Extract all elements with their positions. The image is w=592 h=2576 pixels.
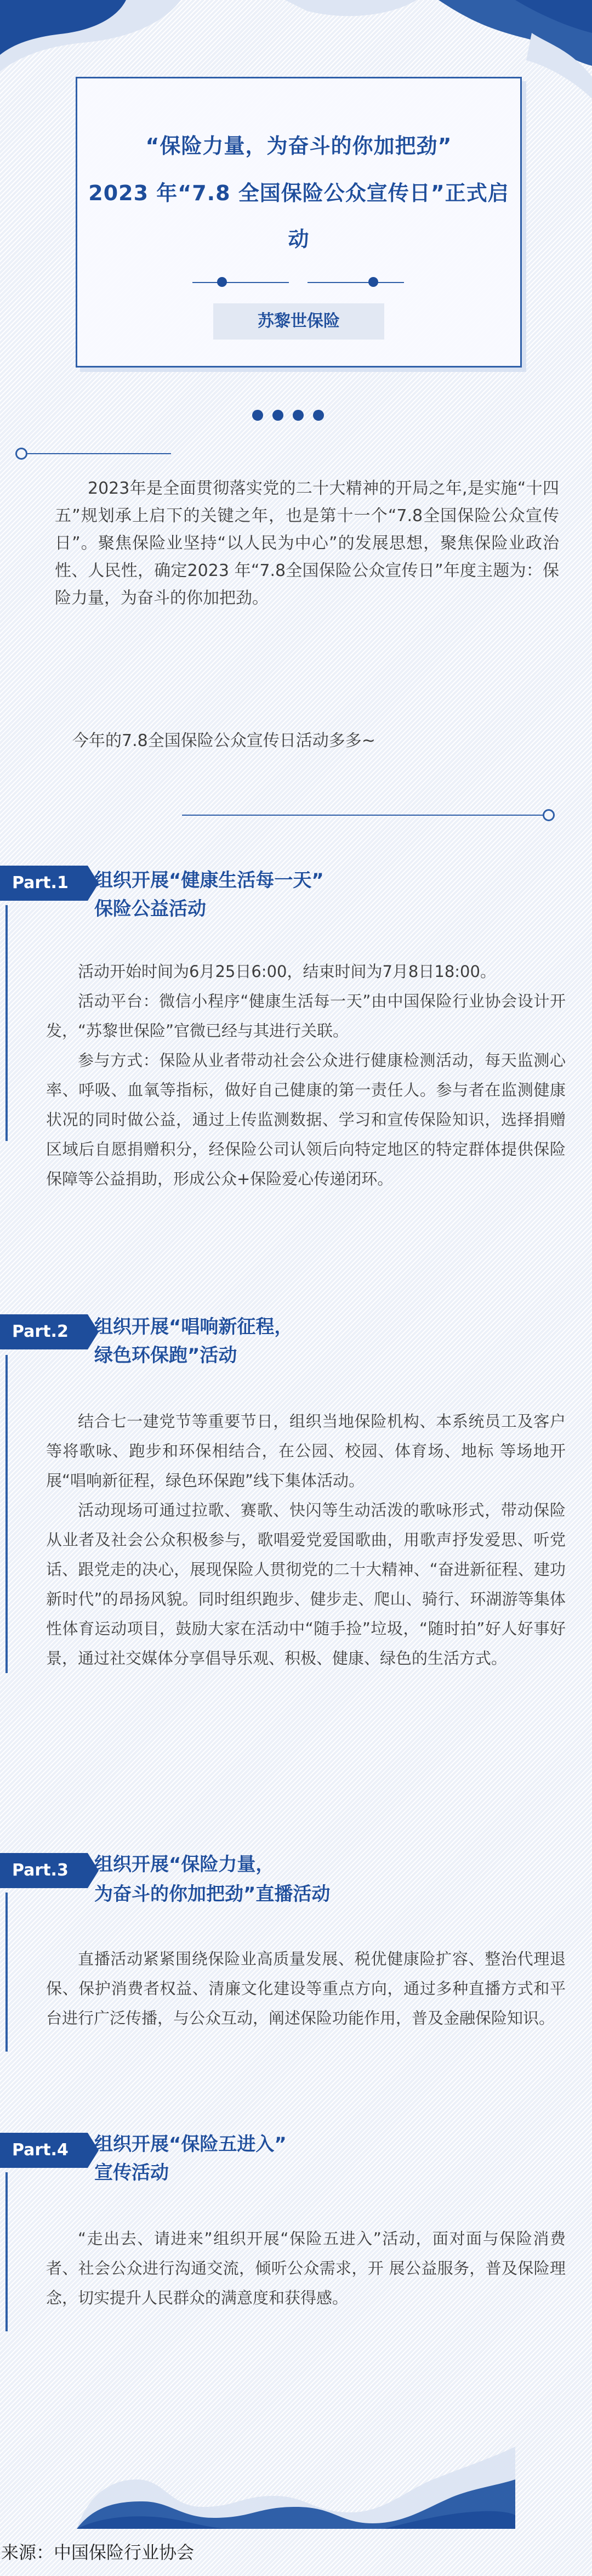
section-dot-4 [313,410,324,421]
part2-title-line2: 绿色环保跑”活动 [94,1345,237,1366]
intro-bottom-line [182,815,544,816]
part2-badge: Part.2 [0,1314,88,1349]
section-dot-1 [252,410,263,421]
part4-title-line1: 组织开展“保险五进入” [94,2133,287,2155]
part1-paragraph-2: 活动平台：微信小程序“健康生活每一天”由中国保险行业协会设计开发，“苏黎世保险”官微已经与其进行关联。 [46,992,566,1040]
intro-bottom-knob [543,809,555,821]
company-name-pill: 苏黎世保险 [213,303,384,340]
part3-badge: Part.3 [0,1853,88,1888]
part4-paragraph-1: “走出去、请进来”组织开展“保险五进入”活动，面对面与保险消费者、社会公众进行沟通交流，倾听公众需求，开 展公益服务，普及保险理念，切实提升人民群众的满意度和获得感。 [46,2229,566,2307]
part2-paragraph-1: 结合七一建党节等重要节日，组织当地保险机构、本系统员工及客户等将歌咏、跑步和环保相结合，在公园、校园、体育场、地标 等场地开展“唱响新征程，绿色环保跑”线下集体活动。 [46,1412,566,1490]
title-card [76,77,522,368]
part4-body [46,2224,566,2313]
part1-side-bar [5,905,8,1141]
divider-dot-right [368,277,378,287]
part2-paragraph-2: 活动现场可通过拉歌、赛歌、快闪等生动活泼的歌咏形式，带动保险从业者及社会公众积极参与，歌唱爱党爱国歌曲，用歌声抒发爱思、听党话、跟党走的决心，展现保险人贯彻党的二十大精神、“奋进新征程、建功新时代”的昂扬风貌。同时组织跑步、健步走、爬山、骑行、环湖游等集体性体育运动项目，鼓励大家在活动中“随手捡”垃圾，“随时拍”好人好事好景，通过社交媒体分享倡导乐观、积极、健康、绿色的生活方式。 [46,1501,566,1668]
intro-paragraph: 2023年是全面贯彻落实党的二十大精神的开局之年,是实施“十四五”规划承上启下的关键之年，也是第十一个“7.8全国保险公众宣传日”。聚焦保险业坚持“以人民为中心”的发展思想，聚焦保险业政治性、人民性，确定2023 年“7.8全国保险公众宣传日”年度主题为：保险力量，为奋斗的你加把劲。 [55,479,559,608]
divider-dot-left [217,277,227,287]
title-line-3: 动 [288,227,310,251]
part2-body [46,1406,566,1673]
part1-body [46,957,566,1194]
part3-title-line1: 组织开展“保险力量， [94,1854,275,1875]
intro-line-knob [15,448,27,460]
part2-side-bar [5,1355,8,1673]
title-line-2: 2023 年“7.8 全国保险公众宣传日”正式启 [88,181,509,205]
part1-title-line1: 组织开展“健康生活每一天” [94,869,324,891]
part3-title-line2: 为奋斗的你加把劲”直播活动 [94,1883,331,1905]
part3-paragraph-1: 直播活动紧紧围绕保险业高质量发展、税优健康险扩容、整治代理退保、保护消费者权益、清廉文化建设等重点方向，通过多种直播方式和平台进行广泛传播，与公众互动，阐述保险功能作用，普及金融保险知识。 [46,1950,566,2027]
part2-title-line1: 组织开展“唱响新征程， [94,1316,293,1338]
part1-badge: Part.1 [0,866,88,901]
intro-top-line [27,453,171,454]
divider-line-right [308,282,404,283]
part4-side-bar [5,2172,8,2331]
part4-badge: Part.4 [0,2133,88,2168]
part1-paragraph-3: 参与方式：保险从业者带动社会公众进行健康检测活动，每天监测心率、呼吸、血氧等指标，做好自己健康的第一责任人。参与者在监测健康状况的同时做公益，通过上传监测数据、学习和宣传保险知识，选择捐赠区域后自愿捐赠积分，经保险公司认领后向特定地区的特定群体提供保险保障等公益捐助，形成公众+保险爱心传递闭环。 [46,1051,566,1188]
source-credit: 来源：中国保险行业协会 [1,2542,195,2563]
divider-line-left [192,282,289,283]
section-dot-2 [272,410,283,421]
part3-body [46,1944,566,2033]
intro-lead: 今年的7.8全国保险公众宣传日活动多多~ [72,731,375,750]
title-line-1: “保险力量，为奋斗的你加把劲” [145,134,452,158]
part4-title-line2: 宣传活动 [94,2162,169,2184]
section-dot-3 [293,410,304,421]
part1-title-line2: 保险公益活动 [94,898,206,920]
part1-paragraph-1: 活动开始时间为6月25日6:00，结束时间为7月8日18:00。 [78,962,496,981]
part3-side-bar [5,1893,8,2052]
bottom-wave-decoration [77,2447,515,2529]
